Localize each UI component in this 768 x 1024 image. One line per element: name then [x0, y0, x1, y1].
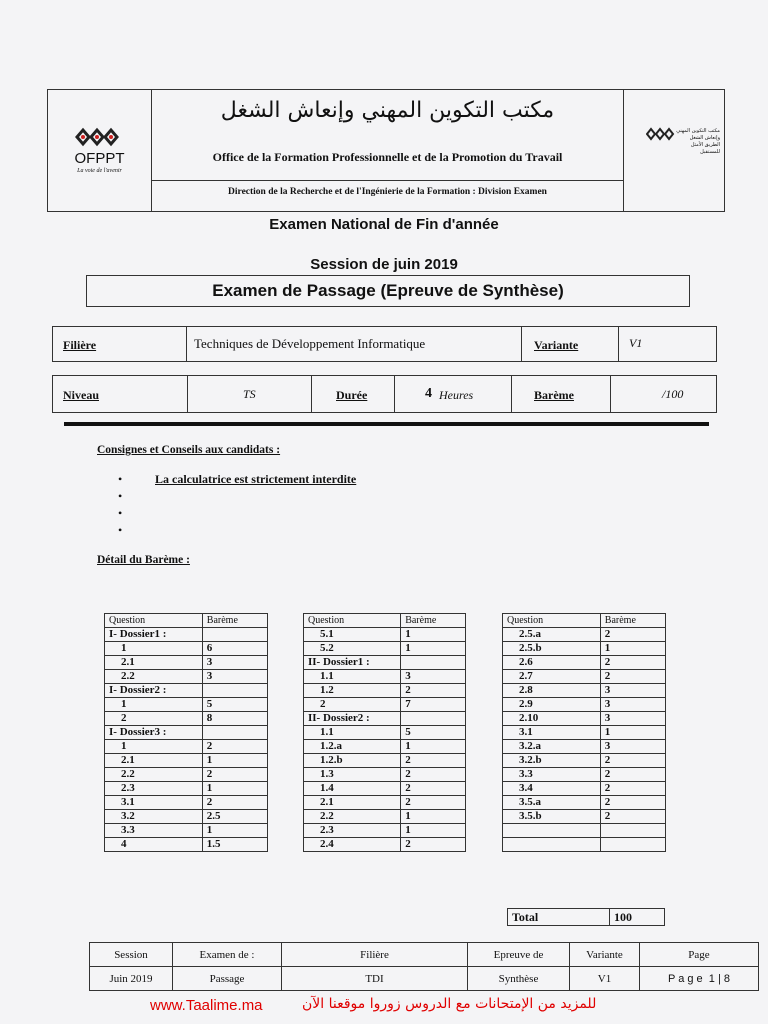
table-row: [304, 824, 466, 838]
question-cell: 2.6: [503, 656, 601, 670]
table-row: [503, 712, 666, 726]
table-row: [105, 670, 268, 684]
question-cell: 2.8: [503, 684, 601, 698]
bareme-cell: 2: [202, 740, 267, 754]
bareme-cell: 3: [600, 740, 665, 754]
table-row: [503, 684, 666, 698]
bareme-cell: [401, 656, 466, 670]
table-row: [105, 726, 268, 740]
total-value: 100: [610, 909, 665, 926]
footer-value-variante: V1: [570, 967, 640, 991]
question-cell: 2.4: [304, 838, 401, 852]
arabic-title: مكتب التكوين المهني وإنعاش الشغل: [220, 98, 555, 123]
table-row: [503, 782, 666, 796]
question-cell: 2.9: [503, 698, 601, 712]
question-cell: 1: [105, 698, 203, 712]
question-cell: 1: [105, 642, 203, 656]
duree-value: 4: [425, 386, 432, 401]
question-cell: 2.7: [503, 670, 601, 684]
table-row: [105, 838, 268, 852]
filiere-label: Filière: [63, 338, 97, 352]
logo-right: [623, 90, 724, 211]
table-row: [105, 824, 268, 838]
bareme-cell: 2: [600, 754, 665, 768]
table-row: [304, 698, 466, 712]
session-title: Session de juin 2019: [310, 256, 458, 273]
footer-value-examen: Passage: [173, 967, 282, 991]
bareme-label: Barème: [534, 388, 574, 402]
bareme-cell: 2: [401, 782, 466, 796]
question-cell: 2.3: [105, 782, 203, 796]
table-row: [304, 810, 466, 824]
bullet-2: •: [118, 489, 123, 503]
footer-value-row: [90, 967, 759, 991]
question-cell: 3.5.b: [503, 810, 601, 824]
ofppt-logo-icon: [75, 126, 125, 148]
variante-label: Variante: [534, 338, 579, 352]
table-row: [304, 712, 466, 726]
logo-right-line3: الطريق الأمثل للمستقبل: [690, 142, 720, 155]
watermark-arabic-text: للمزيد من الإمتحانات مع الدروس زوروا موقعنا الآن: [302, 996, 597, 1012]
bareme-cell: 1: [600, 642, 665, 656]
duree-label: Durée: [336, 388, 368, 402]
detail-bareme-title: Détail du Barème :: [97, 554, 190, 566]
table-row: [105, 698, 268, 712]
separator-line: [64, 422, 709, 426]
table-row: [105, 656, 268, 670]
bareme-cell: 2: [401, 838, 466, 852]
bareme-cell: [401, 712, 466, 726]
table-header-row: [503, 614, 666, 628]
table-row: [304, 782, 466, 796]
table-row: [105, 712, 268, 726]
bareme-cell: 3: [202, 656, 267, 670]
bareme-cell: 3: [600, 698, 665, 712]
footer-header-examen: Examen de :: [173, 943, 282, 967]
question-cell: 3.3: [105, 824, 203, 838]
table-row: [105, 740, 268, 754]
bareme-cell: 3: [600, 684, 665, 698]
table-row: [105, 810, 268, 824]
bareme-cell: 8: [202, 712, 267, 726]
bareme-cell: 3: [600, 712, 665, 726]
bareme-cell: 1: [401, 824, 466, 838]
bareme-table-3: [502, 613, 666, 852]
ofppt-logo-small-icon: [646, 126, 676, 142]
table-row: [304, 838, 466, 852]
table-header-row: [105, 614, 268, 628]
watermark-site-link[interactable]: www.Taalime.ma: [150, 997, 263, 1014]
bareme-cell: 2: [600, 782, 665, 796]
footer-header-session: Session: [90, 943, 173, 967]
footer-header-filiere: Filière: [282, 943, 468, 967]
table-row: [503, 642, 666, 656]
bareme-cell: 1: [401, 628, 466, 642]
logo-right-line2: وإنعاش الشغل: [689, 135, 720, 141]
header-divider: [151, 180, 624, 181]
bareme-cell: [600, 838, 665, 852]
question-cell: 3.4: [503, 782, 601, 796]
bareme-table-1: [104, 613, 268, 852]
bareme-cell: 2: [401, 754, 466, 768]
logo-left-name: OFPPT: [74, 150, 125, 167]
table-row: [503, 698, 666, 712]
niveau-row: [52, 375, 717, 413]
table-row: [304, 656, 466, 670]
table-row: [503, 754, 666, 768]
filiere-row: [52, 326, 717, 362]
question-cell: 3.3: [503, 768, 601, 782]
table-row: [105, 628, 268, 642]
table-row: [105, 782, 268, 796]
question-cell: [503, 824, 601, 838]
question-cell: 2.3: [304, 824, 401, 838]
bareme-cell: 2: [202, 768, 267, 782]
column-header-question: Question: [503, 614, 601, 628]
table-row: [105, 754, 268, 768]
question-cell: 2.1: [105, 754, 203, 768]
question-cell: I- Dossier3 :: [105, 726, 203, 740]
table-row: [304, 726, 466, 740]
question-cell: 1.2: [304, 684, 401, 698]
question-cell: 3.1: [503, 726, 601, 740]
table-row: [503, 656, 666, 670]
question-cell: [503, 838, 601, 852]
bareme-cell: 2: [600, 768, 665, 782]
exam-type-title: Examen de Passage (Epreuve de Synthèse): [86, 275, 690, 307]
table-row: [503, 768, 666, 782]
question-cell: 4: [105, 838, 203, 852]
table-row: [503, 670, 666, 684]
bareme-cell: 6: [202, 642, 267, 656]
bareme-cell: 1: [401, 642, 466, 656]
direction-title: Direction de la Recherche et de l'Ingénierie de la Formation : Division Examen: [228, 187, 547, 197]
question-cell: I- Dossier1 :: [105, 628, 203, 642]
bullet-1: •: [118, 472, 123, 486]
bareme-cell: 2: [600, 796, 665, 810]
bareme-cell: [202, 726, 267, 740]
column-header-question: Question: [304, 614, 401, 628]
bareme-cell: 7: [401, 698, 466, 712]
column-header-bareme: Barème: [600, 614, 665, 628]
table-row: [304, 754, 466, 768]
bareme-table-2: [303, 613, 466, 852]
bareme-cell: 2: [600, 670, 665, 684]
table-row: [503, 810, 666, 824]
question-cell: 3.2.a: [503, 740, 601, 754]
table-row: [105, 768, 268, 782]
table-row: [105, 642, 268, 656]
bareme-cell: 1: [202, 754, 267, 768]
question-cell: 2: [304, 698, 401, 712]
table-row: [304, 628, 466, 642]
bareme-cell: 1: [202, 824, 267, 838]
table-row: [503, 824, 666, 838]
footer-value-filiere: TDI: [282, 967, 468, 991]
header-box: [47, 89, 725, 212]
column-header-bareme: Barème: [401, 614, 466, 628]
footer-header-row: [90, 943, 759, 967]
bareme-cell: 3: [401, 670, 466, 684]
total-table: [507, 908, 665, 926]
bareme-cell: 3: [202, 670, 267, 684]
question-cell: 3.1: [105, 796, 203, 810]
footer-header-page: Page: [640, 943, 759, 967]
table-row: [304, 670, 466, 684]
question-cell: 3.2: [105, 810, 203, 824]
bareme-cell: 2: [600, 628, 665, 642]
table-header-row: [304, 614, 466, 628]
total-label: Total: [508, 909, 610, 926]
table-row: [304, 768, 466, 782]
bareme-cell: 1: [202, 782, 267, 796]
question-cell: 3.2.b: [503, 754, 601, 768]
footer-table: [89, 942, 759, 991]
table-row: [503, 726, 666, 740]
table-row: [503, 838, 666, 852]
question-cell: 2.5.b: [503, 642, 601, 656]
consignes-title: Consignes et Conseils aux candidats :: [97, 444, 281, 456]
bareme-cell: 1: [401, 810, 466, 824]
bareme-cell: 2: [401, 768, 466, 782]
bareme-cell: 2: [600, 810, 665, 824]
bareme-cell: 1: [401, 740, 466, 754]
bareme-cell: 2: [600, 656, 665, 670]
bareme-cell: [202, 684, 267, 698]
niveau-label: Niveau: [63, 388, 99, 402]
bareme-cell: 1: [600, 726, 665, 740]
table-row: [105, 684, 268, 698]
question-cell: 1.2.a: [304, 740, 401, 754]
question-cell: 1.3: [304, 768, 401, 782]
exam-title: Examen National de Fin d'année: [269, 216, 499, 233]
bullet-4: •: [118, 523, 123, 537]
logo-left-tagline: La voie de l'avenir: [77, 168, 122, 174]
question-cell: II- Dossier2 :: [304, 712, 401, 726]
bullet-3: •: [118, 506, 123, 520]
consigne-item-1: La calculatrice est strictement interdite: [155, 472, 357, 486]
footer-header-epreuve: Epreuve de: [468, 943, 570, 967]
logo-right-line1: مكتب التكوين المهني: [676, 128, 720, 134]
niveau-value: TS: [243, 387, 256, 401]
bareme-cell: [600, 824, 665, 838]
bareme-cell: [202, 628, 267, 642]
bareme-cell: 5: [202, 698, 267, 712]
question-cell: 2.1: [105, 656, 203, 670]
table-row: [304, 740, 466, 754]
table-row: [503, 628, 666, 642]
bareme-cell: 2: [401, 684, 466, 698]
bareme-value: /100: [662, 387, 684, 401]
logo-right-text: [676, 128, 720, 156]
bareme-cell: 2: [202, 796, 267, 810]
question-cell: 2.2: [304, 810, 401, 824]
office-title: Office de la Formation Professionnelle et de la Promotion du Travail: [212, 150, 563, 164]
table-row: [304, 796, 466, 810]
bareme-cell: 1.5: [202, 838, 267, 852]
question-cell: 1.4: [304, 782, 401, 796]
question-cell: 2.10: [503, 712, 601, 726]
question-cell: 3.5.a: [503, 796, 601, 810]
question-cell: 5.2: [304, 642, 401, 656]
table-row: [503, 740, 666, 754]
column-header-question: Question: [105, 614, 203, 628]
question-cell: I- Dossier2 :: [105, 684, 203, 698]
footer-header-variante: Variante: [570, 943, 640, 967]
bareme-cell: 2.5: [202, 810, 267, 824]
question-cell: 1.1: [304, 726, 401, 740]
question-cell: 2: [105, 712, 203, 726]
table-row: [105, 796, 268, 810]
question-cell: II- Dossier1 :: [304, 656, 401, 670]
footer-value-epreuve: Synthèse: [468, 967, 570, 991]
duree-unit: Heures: [439, 388, 474, 402]
table-row: [503, 796, 666, 810]
question-cell: 2.2: [105, 670, 203, 684]
question-cell: 2.1: [304, 796, 401, 810]
bareme-cell: 5: [401, 726, 466, 740]
variante-value: V1: [629, 336, 643, 350]
question-cell: 1.1: [304, 670, 401, 684]
footer-value-page: P a g e 1 | 8: [640, 967, 759, 991]
question-cell: 2.2: [105, 768, 203, 782]
question-cell: 1: [105, 740, 203, 754]
table-row: [304, 642, 466, 656]
table-row: [304, 684, 466, 698]
question-cell: 5.1: [304, 628, 401, 642]
question-cell: 2.5.a: [503, 628, 601, 642]
footer-value-session: Juin 2019: [90, 967, 173, 991]
column-header-bareme: Barème: [202, 614, 267, 628]
logo-left: [48, 90, 152, 211]
question-cell: 1.2.b: [304, 754, 401, 768]
filiere-value: Techniques de Développement Informatique: [194, 336, 426, 351]
bareme-cell: 2: [401, 796, 466, 810]
